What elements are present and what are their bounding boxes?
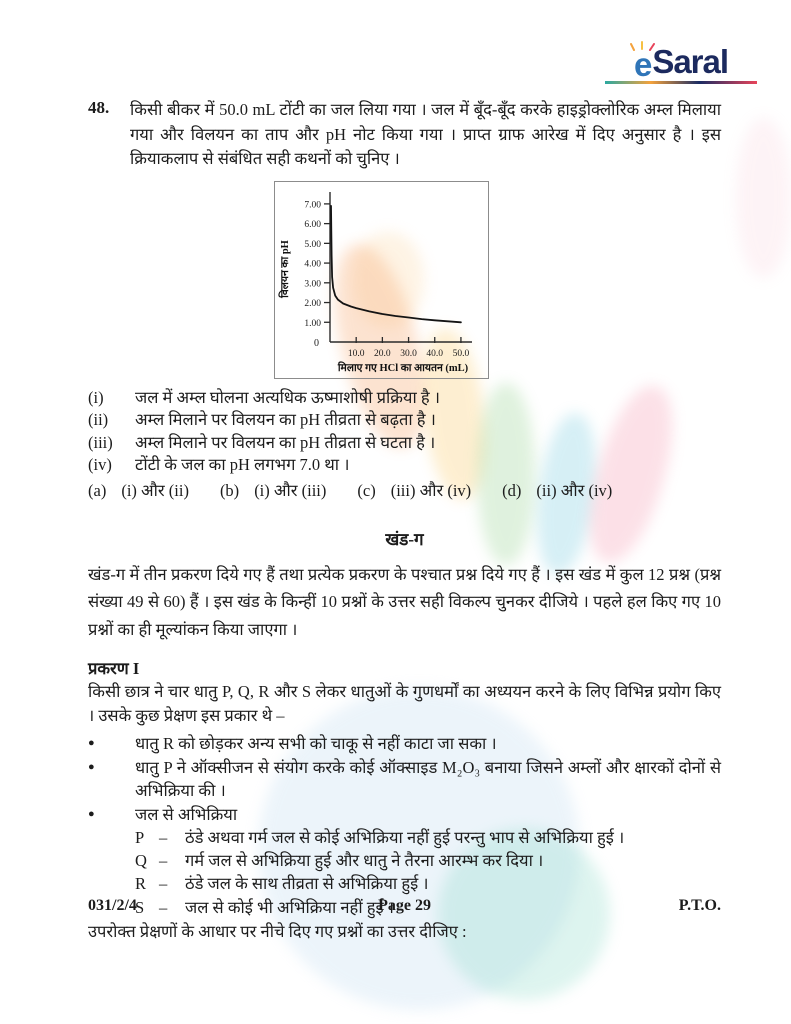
bullet-icon: ● bbox=[88, 807, 95, 820]
option-d: (d) (ii) और (iv) bbox=[502, 480, 613, 500]
logo-rays-icon bbox=[630, 41, 656, 51]
esaral-logo bbox=[605, 44, 757, 84]
question-number: 48. bbox=[88, 98, 110, 117]
bullet-icon: ● bbox=[88, 737, 95, 749]
dash: – bbox=[159, 874, 168, 894]
logo-letter-e: e bbox=[633, 46, 653, 83]
svg-text:5.00: 5.00 bbox=[304, 239, 321, 250]
case-heading: प्रकरण I bbox=[88, 659, 140, 678]
dash: – bbox=[159, 851, 168, 871]
dash: – bbox=[159, 897, 168, 917]
svg-text:0: 0 bbox=[314, 337, 319, 349]
statement-iv: (iv) टोंटी के जल का pH लगभग 7.0 था । bbox=[88, 455, 350, 474]
case-intro: किसी छात्र ने चार धातु P, Q, R और S लेकर धातुओं के गुणधर्मों का अध्ययन करने के लिए विभिन्न प्रयोग किए । उसके कुछ प्रेक्षण इस प्रकार थे – bbox=[88, 682, 721, 725]
observation-R: R – ठंडे जल के साथ तीव्रता से अभिक्रिया हुई । bbox=[135, 872, 721, 895]
svg-text:10.0: 10.0 bbox=[347, 348, 365, 359]
ph-vs-volume-chart bbox=[274, 181, 489, 379]
svg-text:2.00: 2.00 bbox=[304, 298, 321, 309]
svg-text:30.0: 30.0 bbox=[400, 348, 417, 359]
observation-bullets bbox=[88, 732, 721, 826]
svg-text:1.00: 1.00 bbox=[304, 318, 321, 329]
svg-text:50.0: 50.0 bbox=[452, 348, 470, 359]
section-intro: खंड-ग में तीन प्रकरण दिये गए हैं तथा प्रत्येक प्रकरण के पश्चात प्रश्न दिये गए हैं । इस खंड में कुल 12 प्रश्न (प्रश्न संख्या 49 से 60) हैं । इस खंड के किन्हीं 10 प्रश्नों के उत्तर सही विकल्प चुनकर दीजिये । पहले हल किए गए 10 प्रश्नों का ही मूल्यांकन किया जाएगा । bbox=[88, 564, 721, 639]
closing-line: उपरोक्त प्रेक्षणों के आधार पर नीचे दिए गए प्रश्नों का उत्तर दीजिए : bbox=[88, 921, 467, 941]
svg-text:4.00: 4.00 bbox=[304, 259, 321, 270]
observation-S: S – जल से कोई भी अभिक्रिया नहीं हुई । bbox=[135, 896, 721, 919]
pto-label: P.T.O. bbox=[678, 897, 721, 914]
observation-P: P – ठंडे अथवा गर्म जल से कोई अभिक्रिया नहीं हुई परन्तु भाप से अभिक्रिया हुई । bbox=[135, 826, 721, 849]
esaral-hand-icon bbox=[633, 46, 653, 83]
statement-i: (i) जल में अम्ल घोलना अत्यधिक ऊष्माशोषी प्रक्रिया है । bbox=[88, 387, 441, 407]
dash: – bbox=[159, 828, 168, 847]
svg-text:40.0: 40.0 bbox=[426, 348, 444, 359]
svg-text:मिलाए गए HCl का आयतन (mL): मिलाए गए HCl का आयतन (mL) bbox=[337, 362, 469, 374]
bullet-icon: ● bbox=[88, 760, 95, 773]
logo-underline bbox=[605, 81, 757, 84]
page-header bbox=[88, 43, 729, 94]
bullet-oxide: ● धातु P ने ऑक्सीजन से संयोग करके कोई ऑक्साइड M₂O₃ बनाया जिसने अम्लों और क्षारकों दोनों से अभिक्रिया की । bbox=[88, 756, 721, 803]
bullet-knife: ● धातु R को छोड़कर अन्य सभी को चाकू से नहीं काटा जा सका । bbox=[88, 732, 721, 756]
question-48 bbox=[88, 98, 721, 172]
statement-list bbox=[88, 387, 721, 477]
page-footer bbox=[88, 897, 721, 915]
statement-iii: (iii) अम्ल मिलाने पर विलयन का pH तीव्रता से घटता है । bbox=[88, 432, 436, 452]
logo-text: Saral bbox=[652, 43, 729, 80]
svg-text:6.00: 6.00 bbox=[304, 219, 321, 230]
question-text: किसी बीकर में 50.0 mL टोंटी का जल लिया गया । जल में बूँद-बूँद करके हाइड्रोक्लोरिक अम्ल मिलाया गया और विलयन का ताप और pH नोट किया गया । प्राप्त ग्राफ आरेख में दिए अनुसार है । इस क्रियाकलाप से संबंधित सही कथनों को चुनिए । bbox=[130, 100, 721, 168]
bullet-water-reaction: ● जल से अभिक्रिया bbox=[88, 803, 721, 827]
option-row bbox=[88, 479, 721, 502]
statement-ii: (ii) अम्ल मिलाने पर विलयन का pH तीव्रता से बढ़ता है । bbox=[88, 410, 436, 429]
chart-svg bbox=[275, 182, 488, 378]
svg-text:20.0: 20.0 bbox=[374, 348, 391, 359]
option-a: (a) (i) और (ii) bbox=[88, 480, 189, 500]
option-c: (c) (iii) और (iv) bbox=[357, 480, 472, 500]
svg-text:7.00: 7.00 bbox=[304, 199, 321, 210]
svg-text:3.00: 3.00 bbox=[304, 278, 321, 289]
svg-text:विलयन का pH: विलयन का pH bbox=[280, 239, 291, 298]
observation-Q: Q – गर्म जल से अभिक्रिया हुई और धातु ने तैरना आरम्भ कर दिया । bbox=[135, 849, 721, 872]
paper-code: 031/2/4 bbox=[88, 897, 137, 914]
section-heading: खंड-ग bbox=[385, 529, 424, 549]
page-number: Page 29 bbox=[378, 897, 431, 914]
option-b: (b) (i) और (iii) bbox=[219, 480, 327, 500]
